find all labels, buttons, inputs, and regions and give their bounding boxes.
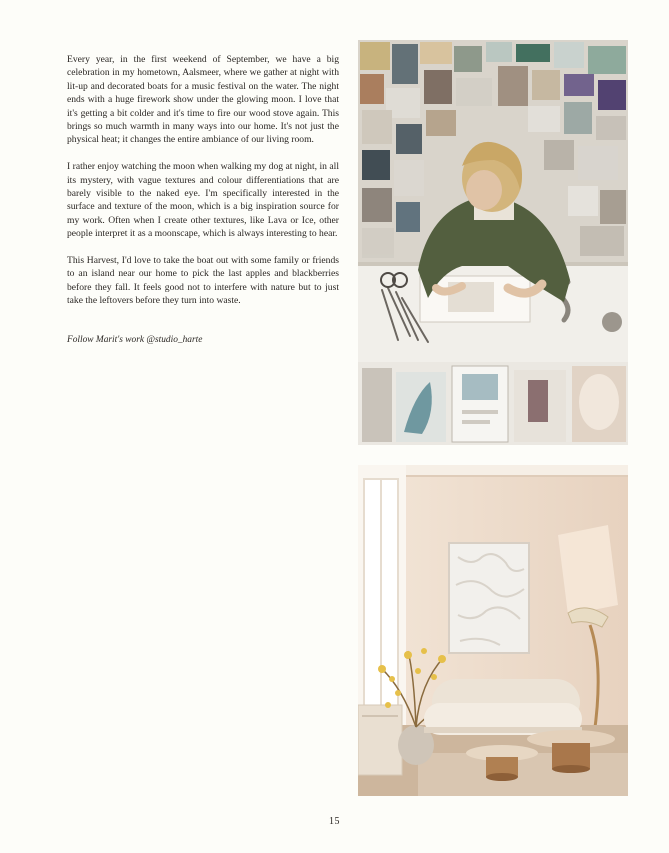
living-room-photo bbox=[358, 465, 628, 796]
article-paragraph-2: I rather enjoy watching the moon when walking my dog at night, in all its mystery, with vague textures and colour differentiations that are barely visible to the naked eye. I'm specifically interested in the surface and texture of the moon, which is a big inspiration source for my work. Often when I create other textures, like Lava or Ice, other people interpret it as a moonscape, which is always interesting to hear. bbox=[67, 161, 339, 240]
artist-studio-photo bbox=[358, 40, 628, 445]
article-text-column bbox=[67, 53, 339, 360]
living-room-illustration bbox=[358, 465, 628, 796]
artist-credit: Follow Marit's work @studio_harte bbox=[67, 334, 203, 345]
article-paragraph-3: This Harvest, I'd love to take the boat out with some family or friends to an island near our home to pick the last apples and blackberries before they fall. It feels good not to interfere with nature but to just take the leftovers before they turn into waste. bbox=[67, 255, 339, 307]
page-number: 15 bbox=[329, 816, 340, 827]
article-paragraph-1: Every year, in the first weekend of September, we have a big celebration in my hometown, Aalsmeer, where we gather at night with lit-up and decorated boats for a music festival on the water. The night ends with a huge firework show under the glowing moon. I love that it's getting a bit colder and it's time to fire our wood stove again. This brings so much warmth in many ways into our home. It's not just the physical heat; it changes the entire ambiance of our living room. bbox=[67, 54, 339, 146]
artist-studio-illustration bbox=[358, 40, 628, 445]
